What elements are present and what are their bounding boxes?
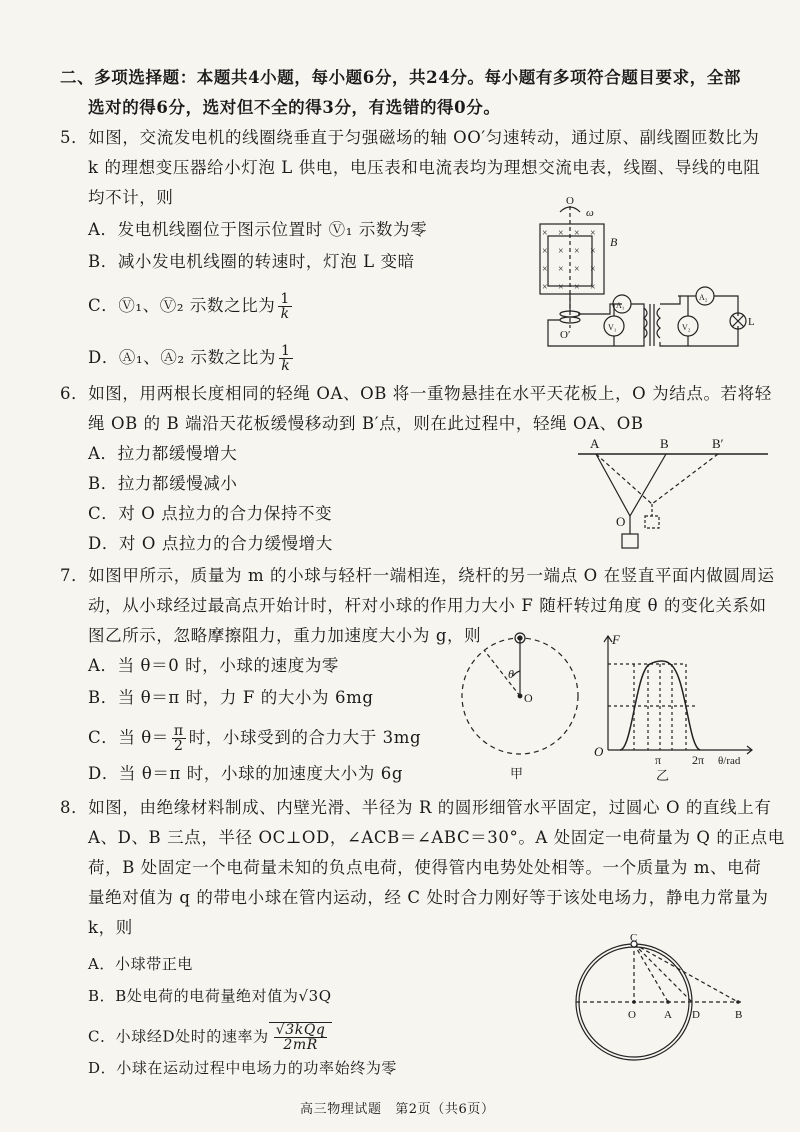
q8-stem-line5: k，则 xyxy=(88,918,133,937)
q7-option-b: B．当 θ＝π 时，力 F 的大小为 6mg xyxy=(88,688,374,707)
q8-c-denominator: 2mR xyxy=(283,1037,318,1053)
q5-option-c xyxy=(88,292,295,321)
section-header-line2: 选对的得6分，选对但不全的得3分，有选错的得0分。 xyxy=(88,98,501,117)
q7-label-f: F xyxy=(612,632,620,647)
svg-text:×: × xyxy=(542,228,548,239)
q8-option-a: A．小球带正电 xyxy=(88,955,194,973)
q7-label-axis-unit: θ/rad xyxy=(718,755,741,767)
q5-label-o: O xyxy=(566,195,574,207)
section-header-line1: 二、多项选择题：本题共4小题，每小题6分，共24分。每小题有多项符合题目要求，全部 xyxy=(60,68,742,87)
q8-stem-line4: 量绝对值为 q 的带电小球在管内运动，经 C 处时合力刚好等于该处电场力，静电力常量为 xyxy=(88,888,769,907)
q5-c-denominator: k xyxy=(280,306,290,322)
q5-d-denominator: k xyxy=(281,358,291,374)
q8-option-c-fraction xyxy=(274,1023,328,1052)
q5-label-o-prime: O′ xyxy=(560,329,571,341)
q6-hanging-weight-figure xyxy=(578,436,778,554)
svg-text:×: × xyxy=(542,246,548,257)
q7-angle-arc xyxy=(513,671,520,676)
q7-label-yi: 乙 xyxy=(656,768,670,783)
svg-text:×: × xyxy=(574,264,580,275)
svg-text:×: × xyxy=(590,264,596,275)
svg-text:×: × xyxy=(558,246,564,257)
q8-option-c xyxy=(88,1022,332,1052)
q6-option-a: A．拉力都缓慢增大 xyxy=(88,444,238,463)
q8-label-o: O xyxy=(628,1009,636,1021)
q7-option-c xyxy=(88,724,421,753)
q5-option-c-text: C．Ⓥ₁、Ⓥ₂ 示数之比为 xyxy=(88,296,276,315)
q8-option-b-text: B．B处电荷的电荷量绝对值为 xyxy=(88,987,299,1005)
svg-text:×: × xyxy=(558,282,564,293)
q6-label-a: A xyxy=(590,436,600,451)
q6-weight xyxy=(622,534,638,548)
q7-label-2pi: 2π xyxy=(692,753,705,767)
q7-stem-line2: 动，从小球经过最高点开始计时，杆对小球的作用力大小 F 随杆转过角度 θ 的变化关系如 xyxy=(88,596,767,615)
svg-text:×: × xyxy=(590,282,596,293)
q8-line-cb xyxy=(634,944,738,1002)
q5-c-numerator: 1 xyxy=(280,291,290,307)
q6-option-b: B．拉力都缓慢减小 xyxy=(88,474,238,493)
q8-label-c: C xyxy=(630,932,638,944)
q5-label-omega: ω xyxy=(586,207,594,219)
q5-label-v2: V₂ xyxy=(682,323,691,332)
q5-secondary-coil xyxy=(657,308,660,338)
q5-label-a2: A₂ xyxy=(699,293,708,302)
q5-label-a1: A₁ xyxy=(616,301,625,310)
q5-option-d xyxy=(88,344,296,373)
q8-option-d: D．小球在运动过程中电场力的功率始终为零 xyxy=(88,1059,398,1077)
q6-label-o: O xyxy=(616,514,626,529)
q8-option-c-sqrt xyxy=(269,1022,333,1052)
q5-label-v1: V₁ xyxy=(608,323,617,332)
q5-label-l: L xyxy=(748,316,755,328)
q7-label-pi: π xyxy=(655,753,662,767)
svg-text:×: × xyxy=(574,282,580,293)
q6-rope-oa xyxy=(596,454,630,516)
svg-text:×: × xyxy=(574,246,580,257)
q6-stem-line1: 6．如图，用两根长度相同的轻绳 OA、OB 将一重物悬挂在水平天花板上，O 为结点。若将轻 xyxy=(60,384,772,403)
q7-option-c-rest: 时，小球受到的合力大于 3mg xyxy=(188,728,422,747)
q5-option-d-text: D．Ⓐ₁、Ⓐ₂ 示数之比为 xyxy=(88,348,277,367)
svg-text:×: × xyxy=(590,228,596,239)
q8-option-b-value: √3Q xyxy=(298,987,332,1005)
q7-label-jia: 甲 xyxy=(510,766,524,781)
q6-option-c: C．对 O 点拉力的合力保持不变 xyxy=(88,504,333,523)
q8-stem-line3: 荷，B 处固定一个电荷量未知的负点电荷，使得管内电势处处相等。一个质量为 m、电荷 xyxy=(88,858,762,877)
q7-label-origin: O xyxy=(594,744,604,759)
q8-label-a: A xyxy=(664,1009,672,1021)
q8-option-b xyxy=(88,986,332,1006)
q7-figure-yi-graph xyxy=(592,630,782,783)
q8-label-b: B xyxy=(735,1009,743,1021)
q7-stem-line3: 图乙所示，忽略摩擦阻力，重力加速度大小为 g，则 xyxy=(88,626,482,645)
q5-stem-line2: k 的理想变压器给小灯泡 L 供电，电压表和电流表均为理想交流电表，线圈、导线的电阻 xyxy=(88,158,761,177)
q6-label-b: B xyxy=(660,436,669,451)
svg-text:×: × xyxy=(558,228,564,239)
svg-text:×: × xyxy=(574,228,580,239)
q8-label-d: D xyxy=(692,1009,700,1021)
svg-text:×: × xyxy=(542,264,548,275)
svg-text:×: × xyxy=(558,264,564,275)
q5-field-crosses xyxy=(542,228,596,293)
q6-option-d: D．对 O 点拉力的合力缓慢增大 xyxy=(88,534,333,553)
q8-ring-tube-figure xyxy=(572,934,768,1070)
q8-line-ca xyxy=(634,944,668,1002)
q7-c-numerator: π xyxy=(173,723,184,739)
q7-label-theta: θ xyxy=(508,667,514,681)
q7-figure-jia xyxy=(458,626,588,786)
q6-label-b-prime: B′ xyxy=(712,436,724,451)
q5-option-b: B．减小发电机线圈的转速时，灯泡 L 变暗 xyxy=(88,252,415,271)
q5-d-numerator: 1 xyxy=(281,343,291,359)
q7-label-o: O xyxy=(524,691,533,705)
svg-text:×: × xyxy=(542,282,548,293)
q7-option-c-text: C．当 θ＝ xyxy=(88,728,169,747)
q6-rope-oa-moved xyxy=(596,454,652,504)
q7-rod-rotated xyxy=(484,650,520,696)
q8-c-numerator: √3kQq xyxy=(275,1022,326,1038)
q8-stem-line2: A、D、B 三点，半径 OC⊥OD，∠ACB＝∠ABC＝30°。A 处固定一电荷量为 Q 的正点电 xyxy=(88,828,785,847)
q5-stem-line1: 5．如图，交流发电机的线圈绕垂直于匀强磁场的轴 OO′匀速转动，通过原、副线圈匝数比为 xyxy=(60,128,760,147)
page-footer: 高三物理试题 第2页（共6页） xyxy=(300,1102,495,1117)
q5-option-c-fraction xyxy=(278,292,292,321)
q5-stem-line3: 均不计，则 xyxy=(88,188,174,207)
q5-label-b: B xyxy=(610,235,618,249)
q7-option-a: A．当 θ＝0 时，小球的速度为零 xyxy=(88,656,340,675)
q7-stem-line1: 7．如图甲所示，质量为 m 的小球与轻杆一端相连，绕杆的另一端点 O 在竖直平面内做圆周运 xyxy=(60,566,775,585)
q6-stem-line2: 绳 OB 的 B 端沿天花板缓慢移动到 B′点，则在此过程中，轻绳 OA、OB xyxy=(88,414,644,433)
q6-rope-ob xyxy=(630,454,666,516)
q8-option-c-text: C．小球经D处时的速率为 xyxy=(88,1027,269,1046)
q5-option-a: A．发电机线圈位于图示位置时 Ⓥ₁ 示数为零 xyxy=(88,220,428,239)
svg-text:×: × xyxy=(590,246,596,257)
q6-weight-moved xyxy=(645,516,659,528)
q5-option-d-fraction xyxy=(279,344,293,373)
q7-c-denominator: 2 xyxy=(174,738,184,754)
q8-stem-line1: 8．如图，由绝缘材料制成、内壁光滑、半径为 R 的圆形细管水平固定，过圆心 O 的直线上有 xyxy=(60,798,772,817)
q7-option-d: D．当 θ＝π 时，小球的加速度大小为 6g xyxy=(88,764,404,783)
q5-generator-circuit-figure xyxy=(530,196,760,356)
q7-option-c-fraction xyxy=(172,724,186,753)
